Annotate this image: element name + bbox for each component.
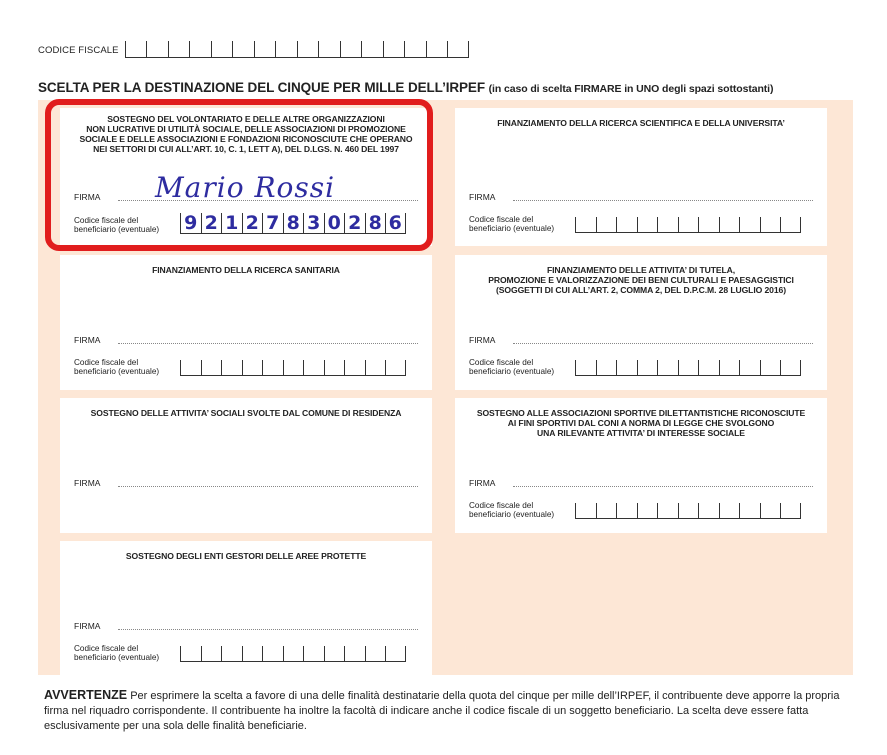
firma-row[interactable]: FIRMA [469, 477, 813, 489]
section-title-main: SCELTA PER LA DESTINAZIONE DEL CINQUE PER MILLE DELL’IRPEF [38, 80, 485, 95]
box-title: FINANZIAMENTO DELLA RICERCA SCIENTIFICA E DELLA UNIVERSITA’ [497, 118, 785, 128]
firma-row[interactable]: FIRMA [469, 334, 813, 346]
codice-beneficiario-digits[interactable]: 9 2 1 2 7 8 3 0 2 8 6 [180, 214, 406, 234]
codice-beneficiario-row[interactable]: Codice fiscale del beneficiario (eventuale) [469, 359, 801, 376]
codice-beneficiario-row[interactable]: Codice fiscale del beneficiario (eventuale) [469, 216, 801, 233]
codice-beneficiario-row[interactable]: Codice fiscale del beneficiario (eventuale) [469, 502, 801, 519]
box-aree-protette [60, 541, 432, 675]
box-associazioni-sportive [455, 398, 827, 533]
codice-fiscale-input[interactable] [125, 42, 469, 58]
box-beni-culturali [455, 255, 827, 390]
firma-row[interactable]: FIRMA [74, 477, 418, 489]
codice-fiscale-row [38, 38, 469, 58]
box-title: SOSTEGNO DEGLI ENTI GESTORI DELLE AREE PROTETTE [125, 551, 367, 561]
box-title: SOSTEGNO DEL VOLONTARIATO E DELLE ALTRE ORGANIZZAZIONI NON LUCRATIVE DI UTILITÀ SOCIALE, DELLE ASSOCIAZIONI DI PROMOZIONE SOCIALE E DELLE ASSOCIAZIONI E FONDAZIONI RICONOSCIUTE CHE OPERANO NEI SETTORI DI CUI ALL’ART. 10, C. 1, LETT A), DEL D.LGS. N. 460 DEL 1997 [79, 114, 413, 154]
warning-text [44, 688, 849, 734]
section-title [38, 80, 773, 95]
section-title-sub: (in caso di scelta FIRMARE in UNO degli spazi sottostanti) [488, 83, 774, 95]
box-title: FINANZIAMENTO DELLA RICERCA SANITARIA [152, 265, 340, 275]
firma-row[interactable]: FIRMA [74, 334, 418, 346]
firma-row[interactable]: FIRMA [74, 620, 418, 632]
warning-body: Per esprimere la scelta a favore di una delle finalità destinatarie della quota del cinque per mille dell’IRPEF, il contribuente deve apporre la propria firma nel riquadro corrispondente. Il contribuente ha inoltre la facoltà di indicare anche il codice fiscale di un soggetto beneficiario. La scelta deve essere fatta esclusivamente per una sola delle finalità beneficiarie. [44, 690, 840, 732]
warning-heading: AVVERTENZE [44, 688, 128, 702]
box-ricerca-sanitaria [60, 255, 432, 390]
codice-beneficiario-row[interactable]: Codice fiscale del beneficiario (eventuale) 9 2 1 2 7 8 3 0 2 8 6 [74, 214, 406, 234]
box-title: SOSTEGNO ALLE ASSOCIAZIONI SPORTIVE DILETTANTISTICHE RICONOSCIUTE AI FINI SPORTIVI DAL CONI A NORMA DI LEGGE CHE SVOLGONO UNA RILEVANTE ATTIVITA’ DI INTERESSE SOCIALE [476, 408, 806, 438]
codice-fiscale-label: CODICE FISCALE [38, 45, 119, 56]
codice-beneficiario-row[interactable]: Codice fiscale del beneficiario (eventuale) [74, 645, 406, 662]
codice-beneficiario-row[interactable]: Codice fiscale del beneficiario (eventuale) [74, 359, 406, 376]
box-title: SOSTEGNO DELLE ATTIVITA’ SOCIALI SVOLTE DAL COMUNE DI RESIDENZA [90, 408, 402, 418]
firma-row[interactable]: FIRMA [74, 191, 418, 203]
box-title: FINANZIAMENTO DELLE ATTIVITA’ DI TUTELA, PROMOZIONE E VALORIZZAZIONE DEI BENI CULTURALI E PAESAGGISTICI (SOGGETTI DI CUI ALL’ART. 2, COMMA 2, DEL D.P.C.M. 28 LUGLIO 2016) [488, 265, 794, 295]
firma-row[interactable]: FIRMA [469, 191, 813, 203]
signature: Mario Rossi [155, 171, 336, 204]
box-ricerca-scientifica [455, 108, 827, 246]
box-comune-residenza [60, 398, 432, 533]
highlight-frame [45, 99, 433, 251]
